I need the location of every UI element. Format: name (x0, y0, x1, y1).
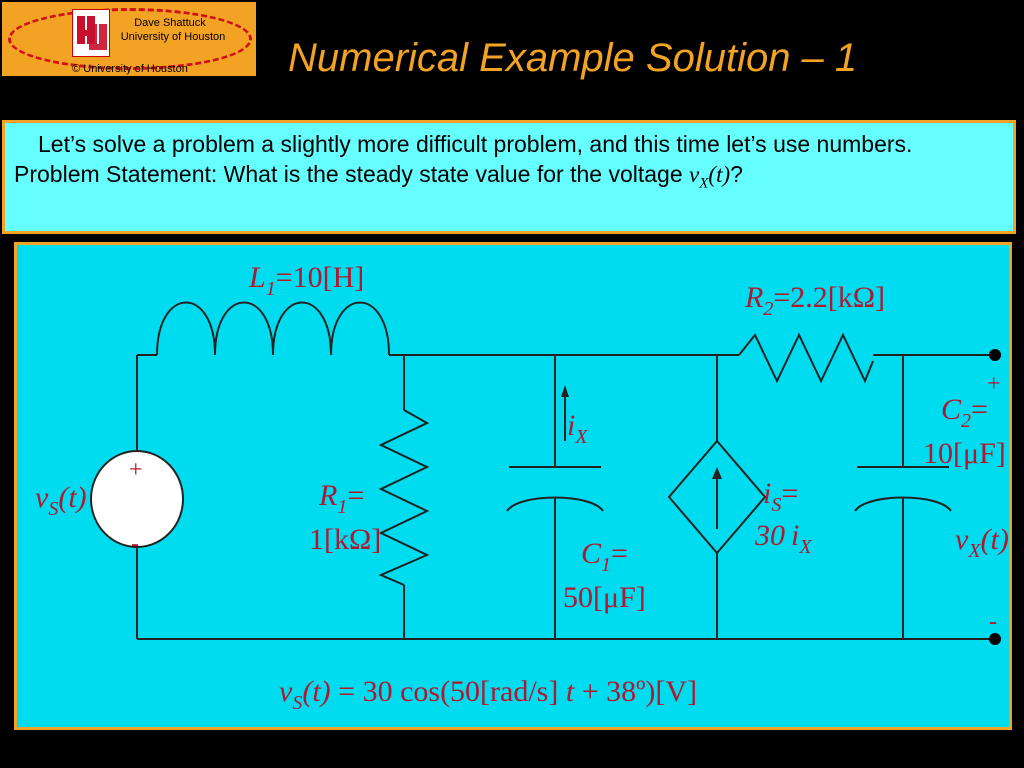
label-c1-value: 50[μF] (563, 581, 646, 614)
source-plus-sign: + (129, 457, 143, 483)
output-terminal-top (989, 349, 1001, 361)
uh-logo-icon (72, 9, 110, 57)
output-plus-sign: + (987, 371, 1001, 397)
label-r2: $R_2=2.2[k\Omega]$ (745, 281, 886, 320)
slide-title: Numerical Example Solution – 1 (288, 36, 858, 80)
source-equation: $v_S(t) = 30$ cos(50[rad/s] t + 38º)[V] (279, 675, 698, 714)
output-minus-sign: - (989, 609, 997, 635)
uh-logo-banner (2, 2, 256, 76)
label-c2-symbol: $C_2=$ (941, 393, 988, 432)
circuit-diagram (14, 242, 1012, 730)
source-minus-sign: - (131, 531, 139, 557)
inductor-l1 (157, 303, 389, 356)
label-l1: $L_1=10[H]$ (249, 261, 365, 300)
label-r1-value: 1[kΩ] (309, 523, 382, 556)
problem-end: ? (730, 161, 743, 187)
problem-variable: $v_X(t)$ (689, 162, 731, 192)
copyright-text: © University of Houston (72, 63, 188, 75)
label-c1-symbol: $C_1=$ (581, 537, 628, 576)
label-vx: $v_X(t)$ (955, 523, 1009, 562)
credit-university: University of Houston (120, 31, 226, 43)
label-c2-value: 10[μF] (923, 437, 1006, 470)
credit-name: Dave Shattuck (134, 17, 206, 29)
label-r1-symbol: $R_1=$ (319, 479, 365, 518)
resistor-r1 (381, 410, 427, 585)
label-ix: $i_X$ (567, 409, 588, 448)
label-is-symbol: $i_S=$ (763, 477, 799, 516)
problem-statement-box (2, 120, 1016, 234)
ix-arrowhead (561, 385, 569, 397)
problem-text: Let’s solve a problem a slightly more difficult problem, and this time let’s use numbers. Problem Statement: What is the steady state value for the voltage (14, 131, 913, 187)
label-is-value: 30 $i_X$ (755, 519, 812, 558)
resistor-r2 (739, 335, 873, 381)
label-vs: $v_S(t)$ (35, 481, 87, 520)
circuit-svg (17, 245, 1009, 727)
